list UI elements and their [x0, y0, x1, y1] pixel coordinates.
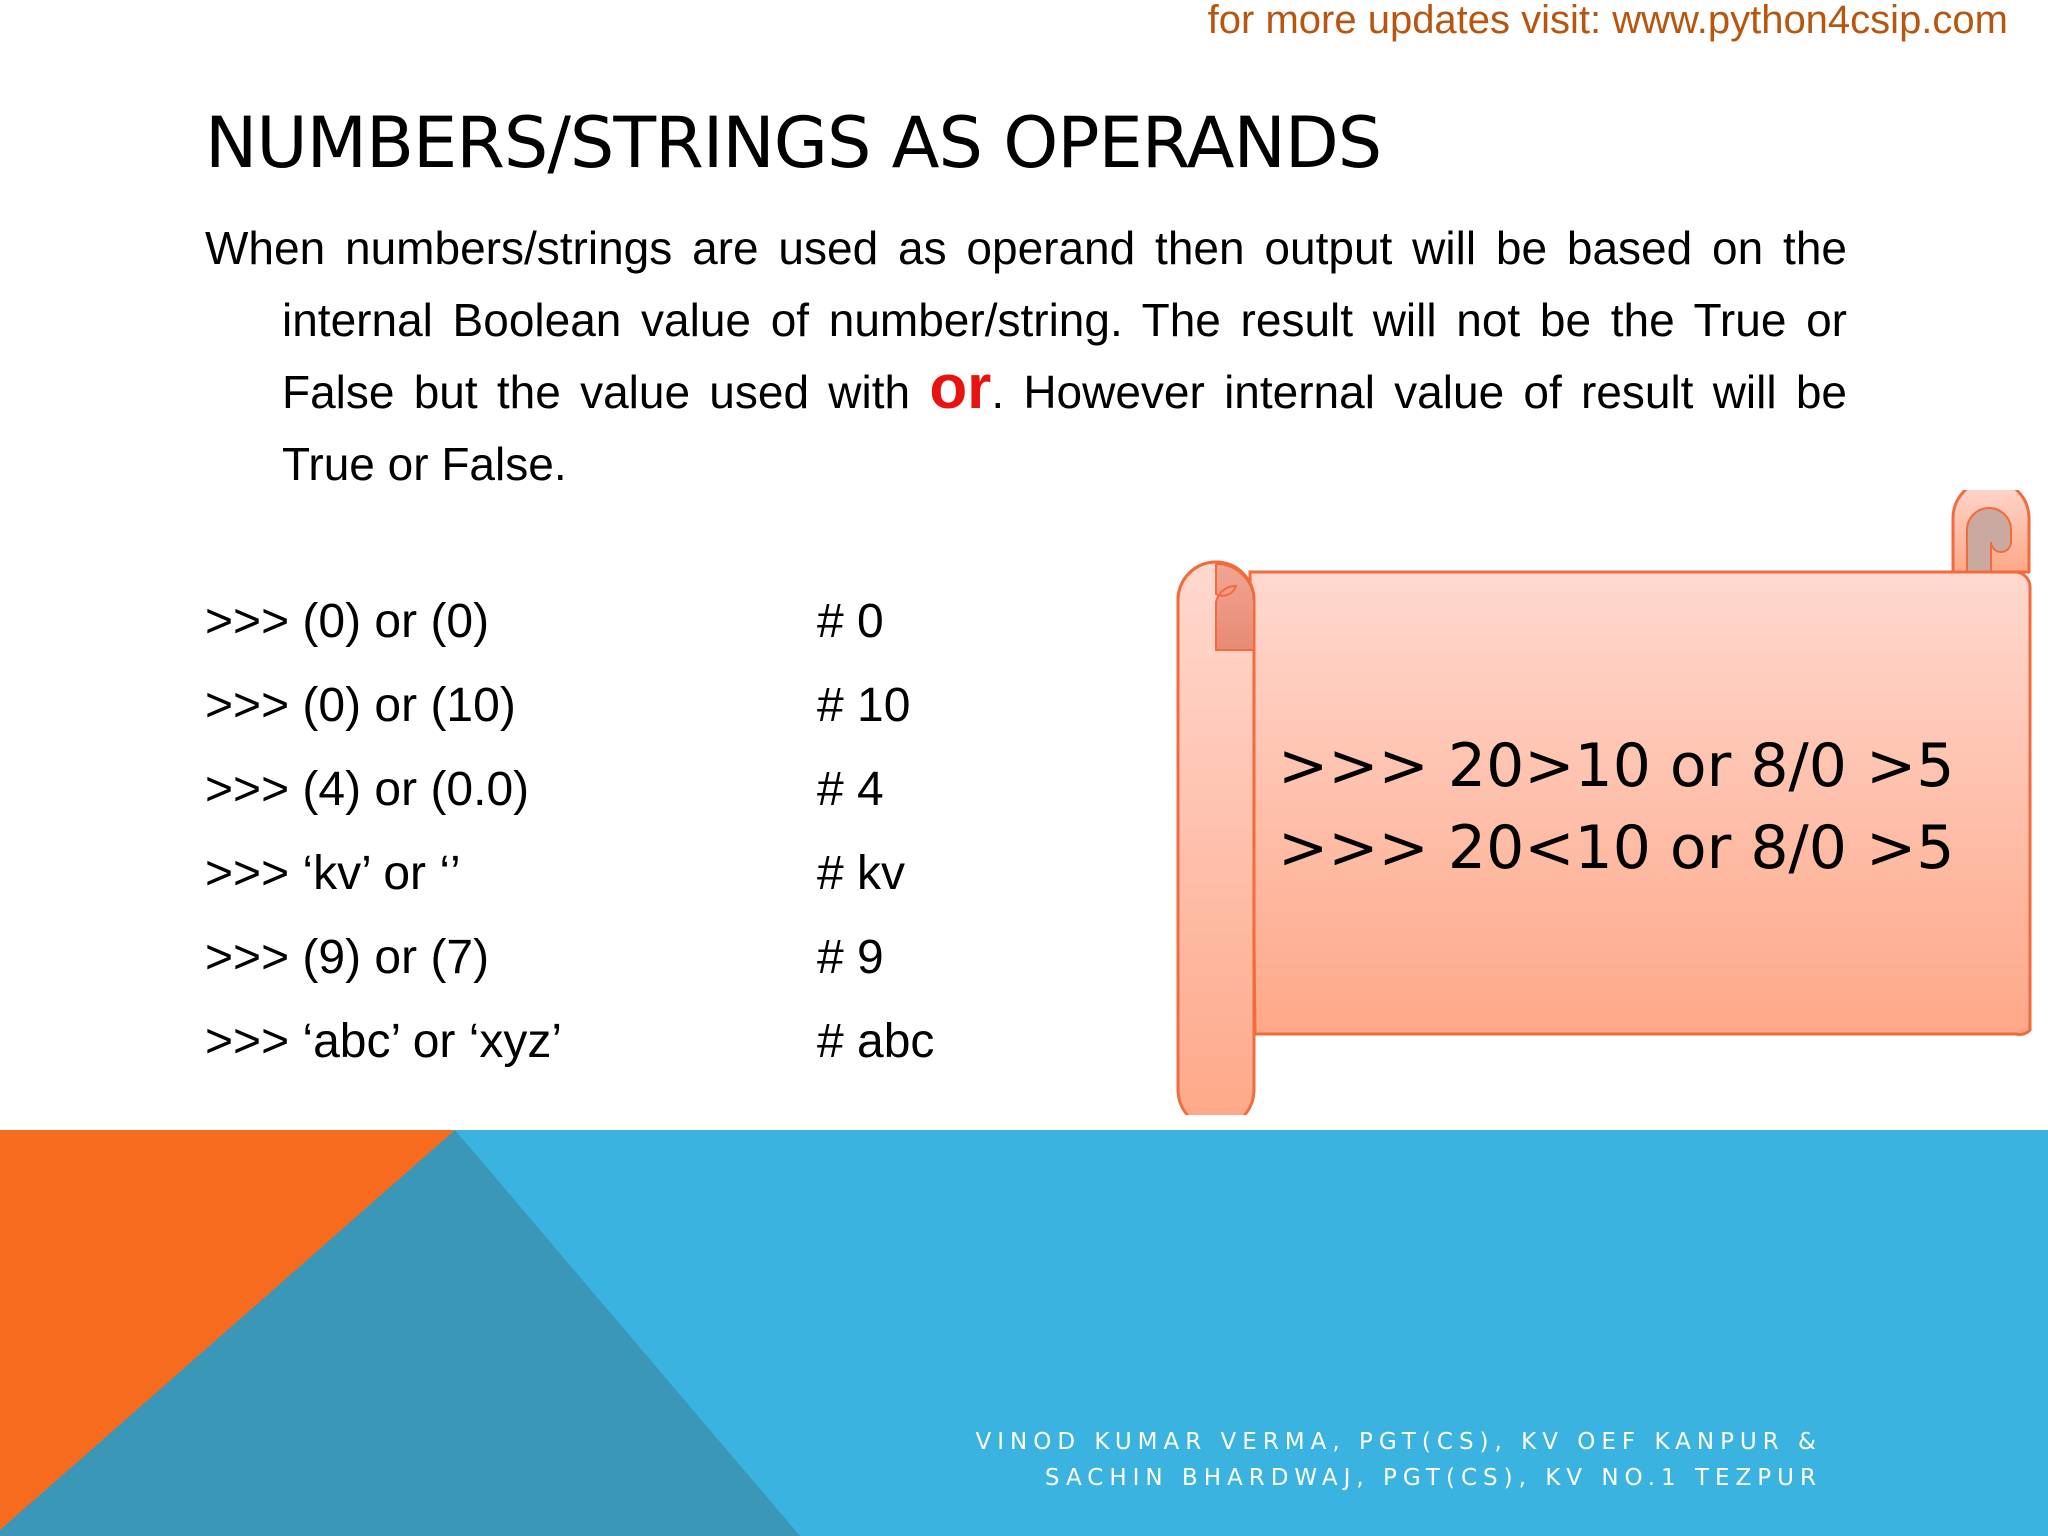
footer-credit-line-2: SACHIN BHARDWAJ, PGT(CS), KV NO.1 TEZPUR — [1044, 1465, 1822, 1491]
intro-paragraph — [205, 212, 1847, 500]
example-expression: >>> ‘kv’ or ‘’ — [205, 847, 461, 900]
example-row — [205, 1005, 1005, 1089]
example-row — [205, 837, 1005, 921]
footer-credit — [976, 1424, 1822, 1496]
example-result: # 4 — [817, 763, 884, 816]
paragraph-text-after: . However internal value of result will be True or False. — [282, 366, 1847, 490]
example-expression: >>> (9) or (7) — [205, 931, 490, 984]
highlight-or-keyword: or — [929, 353, 992, 422]
example-result: # abc — [817, 1015, 935, 1068]
example-result: # kv — [817, 847, 906, 900]
scroll-code-block — [1278, 725, 1954, 889]
example-row — [205, 669, 1005, 753]
scroll-code-line-1: >>> 20>10 or 8/0 >5 — [1278, 731, 1955, 801]
example-result: # 9 — [817, 931, 884, 984]
example-result: # 0 — [817, 595, 884, 648]
example-expression: >>> (0) or (10) — [205, 679, 516, 732]
examples-list — [205, 585, 1005, 1089]
example-expression: >>> ‘abc’ or ‘xyz’ — [205, 1015, 563, 1068]
scroll-code-line-2: >>> 20<10 or 8/0 >5 — [1278, 813, 1955, 883]
footer-credit-line-1: VINOD KUMAR VERMA, PGT(CS), KV OEF KANPUR & — [975, 1429, 1822, 1455]
example-result: # 10 — [817, 679, 911, 732]
paragraph-text-before: When numbers/strings are used as operand then output will be based on the internal Boolean value of number/string. The result will not be the True or False but the value used with — [205, 222, 1847, 418]
example-expression: >>> (4) or (0.0) — [205, 763, 530, 816]
example-row — [205, 585, 1005, 669]
example-row — [205, 753, 1005, 837]
example-row — [205, 921, 1005, 1005]
example-expression: >>> (0) or (0) — [205, 595, 490, 648]
slide-title: NUMBERS/STRINGS AS OPERANDS — [205, 102, 1382, 184]
watermark-link-text: for more updates visit: www.python4csip.com — [1207, 0, 2008, 42]
